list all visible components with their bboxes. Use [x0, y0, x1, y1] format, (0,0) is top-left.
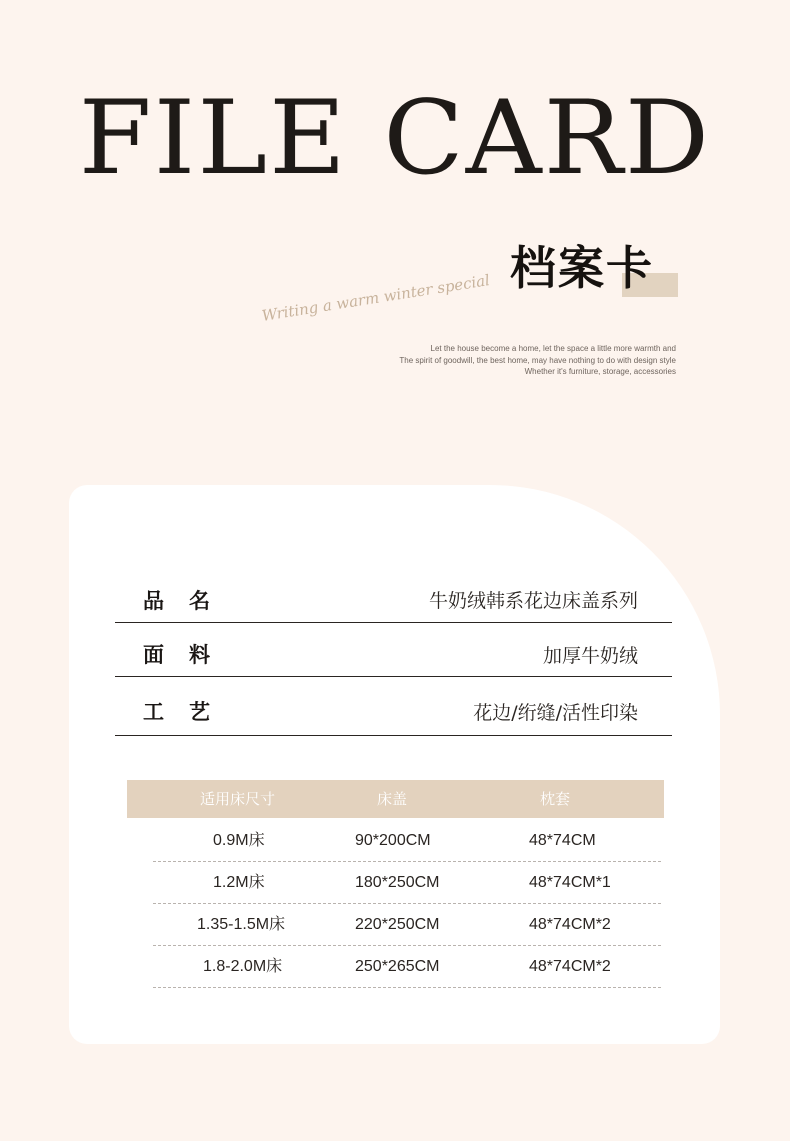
info-label: 面料 — [143, 643, 235, 667]
tagline — [399, 343, 676, 378]
tagline-line-2: The spirit of goodwill, the best home, may have nothing to do with design style — [399, 355, 676, 365]
script-subtitle: Writing a warm winter special — [260, 271, 492, 325]
cell-bed-size: 1.35-1.5M床 — [197, 916, 286, 933]
cell-pillowcase: 48*74CM*2 — [529, 958, 611, 975]
tagline-line-1: Let the house become a home, let the space a little more warmth and — [430, 344, 676, 353]
cell-bedspread: 250*265CM — [355, 958, 440, 975]
info-card — [69, 485, 720, 1044]
table-row — [153, 947, 661, 988]
info-row-craft — [115, 687, 672, 736]
table-row — [153, 821, 661, 862]
table-row — [153, 863, 661, 904]
info-value: 加厚牛奶绒 — [542, 644, 638, 667]
spec-table-header — [127, 780, 664, 818]
cn-title: 档案卡 — [510, 241, 654, 295]
table-row — [153, 905, 661, 946]
cell-bed-size: 1.2M床 — [213, 874, 265, 891]
cell-bed-size: 0.9M床 — [213, 832, 265, 849]
cell-pillowcase: 48*74CM*1 — [529, 874, 611, 891]
info-row-fabric — [115, 632, 672, 677]
info-label: 品名 — [143, 588, 235, 613]
header-bed-size: 适用床尺寸 — [200, 790, 276, 808]
info-row-name — [115, 577, 672, 623]
cell-bedspread: 180*250CM — [355, 874, 440, 891]
cell-bed-size: 1.8-2.0M床 — [203, 958, 283, 975]
cell-bedspread: 90*200CM — [355, 832, 431, 849]
info-value: 牛奶绒韩系花边床盖系列 — [428, 590, 638, 612]
info-label: 工艺 — [143, 700, 235, 724]
header-pillowcase: 枕套 — [540, 790, 571, 808]
cell-pillowcase: 48*74CM — [529, 832, 596, 849]
cell-bedspread: 220*250CM — [355, 916, 440, 933]
header-bedspread: 床盖 — [377, 790, 408, 808]
file-card-title: FILE CARD — [78, 79, 712, 198]
info-value: 花边/绗缝/活性印染 — [473, 701, 638, 724]
tagline-line-3: Whether it's furniture, storage, accessories — [524, 367, 676, 376]
cell-pillowcase: 48*74CM*2 — [529, 916, 611, 933]
cn-title-block — [510, 240, 654, 300]
